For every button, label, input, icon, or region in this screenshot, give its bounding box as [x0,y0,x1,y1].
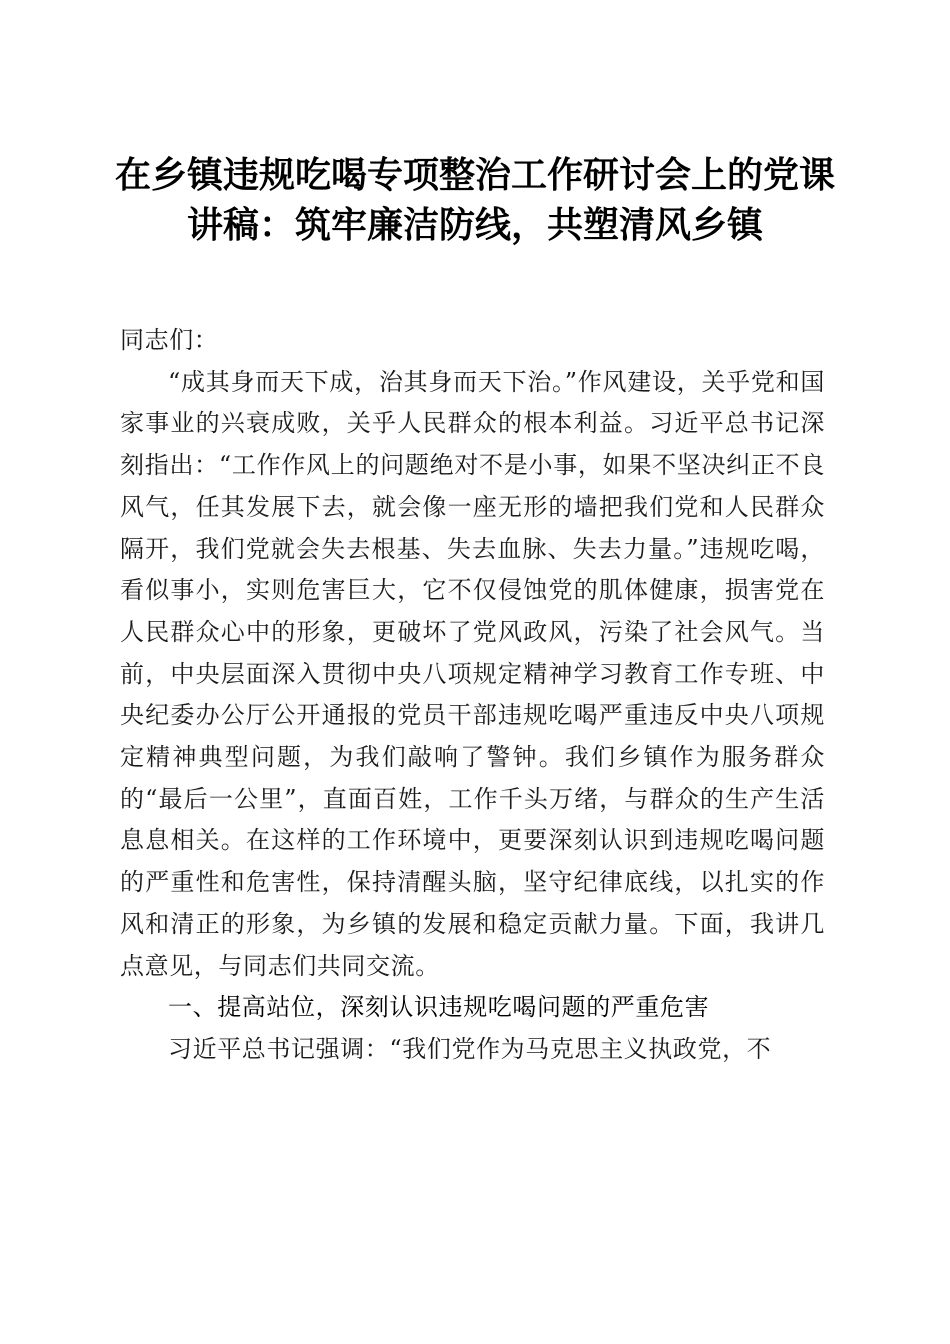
paragraph-intro: “成其身而天下成，治其身而天下治。”作风建设，关乎党和国家事业的兴衰成败，关乎人民群众的根本利益。习近平总书记深刻指出：“工作作风上的问题绝对不是小事，如果不坚决纠正不良风气，任其发展下去，就会像一座无形的墙把我们党和人民群众隔开，我们党就会失去根基、失去血脉、失去力量。”违规吃喝，看似事小，实则危害巨大，它不仅侵蚀党的肌体健康，损害党在人民群众心中的形象，更破坏了党风政风，污染了社会风气。当前，中央层面深入贯彻中央八项规定精神学习教育工作专班、中央纪委办公厅公开通报的党员干部违规吃喝严重违反中央八项规定精神典型问题，为我们敲响了警钟。我们乡镇作为服务群众的“最后一公里”，直面百姓，工作千头万绪，与群众的生产生活息息相关。在这样的工作环境中，更要深刻认识到违规吃喝问题的严重性和危害性，保持清醒头脑，坚守纪律底线，以扎实的作风和清正的形象，为乡镇的发展和稳定贡献力量。下面，我讲几点意见，与同志们共同交流。 [120,367,825,980]
section-heading-1: 一、提高站位，深刻认识违规吃喝问题的严重危害 [168,993,710,1022]
title-line-2: 讲稿：筑牢廉洁防线，共塑清风乡镇 [186,204,763,246]
salutation: 同志们： [120,326,219,354]
title-line-1: 在乡镇违规吃喝专项整治工作研讨会上的党课 [114,154,835,196]
document-title [100,150,850,250]
document-body [120,320,825,1071]
paragraph-section-1: 习近平总书记强调：“我们党作为马克思主义执政党，不 [168,1034,772,1063]
